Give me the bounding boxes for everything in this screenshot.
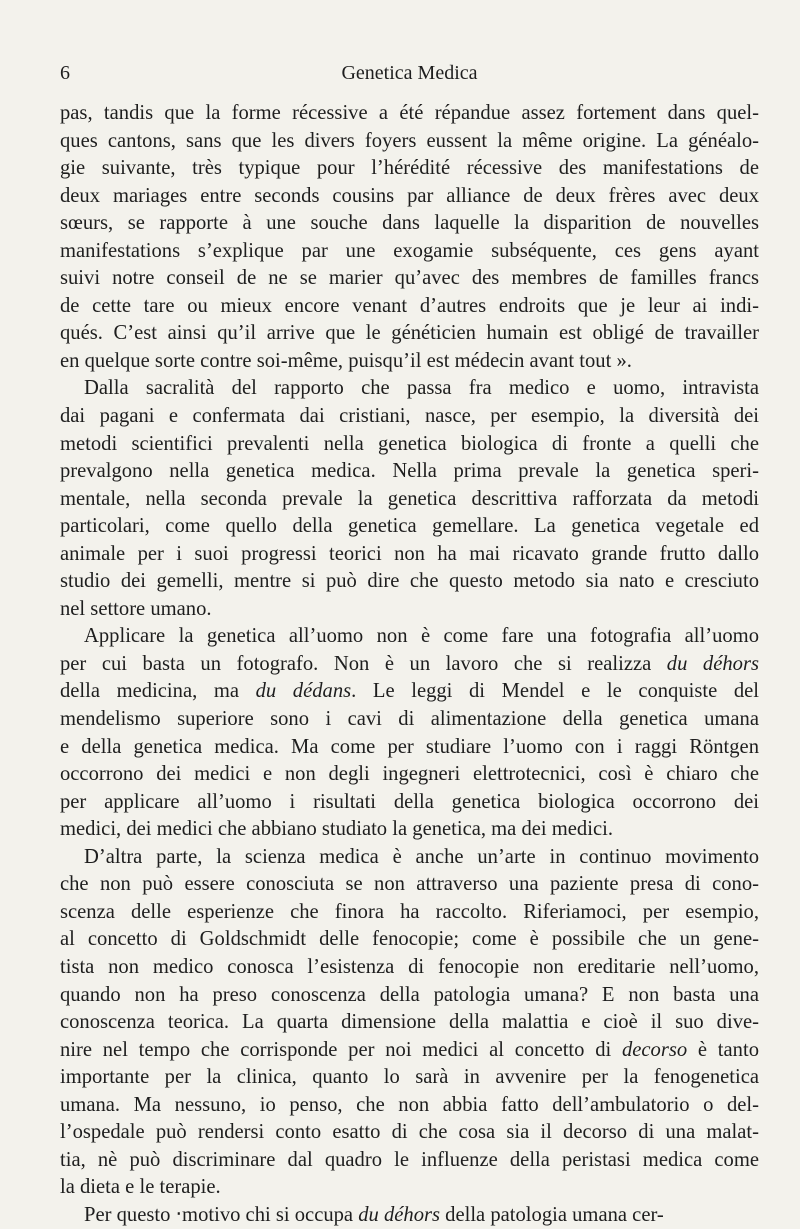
text-line: studio dei gemelli, mentre si può dire che questo metodo sia nato e cresciuto [60, 570, 759, 593]
text-line: mendelismo superiore sono i cavi di alimentazione della genetica umana [60, 708, 759, 731]
text-line: tista non medico conosca l’esistenza di fenocopie non ereditarie nell’uomo, [60, 955, 759, 978]
text-line: umana. Ma nessuno, io penso, che non abbia fatto dell’ambulatorio o del- [60, 1093, 759, 1116]
text-line: deux mariages entre seconds cousins par alliance de deux frères avec deux [60, 184, 759, 207]
journal-title: Genetica Medica [341, 62, 478, 84]
text-line: pas, tandis que la forme récessive a été répandue assez fortement dans quel- [60, 102, 759, 124]
text-line: quando non ha preso conoscenza della patologia umana? E non basta una [60, 983, 759, 1006]
text-line: suivi notre conseil de ne se marier qu’avec des membres de familles francs [60, 267, 759, 290]
text-line: qués. C’est ainsi qu’il arrive que le généticien humain est obligé de travailler [60, 322, 759, 345]
text-line: manifestations s’explique par une exogamie subséquente, ces gens ayant [60, 239, 759, 262]
italic-term: decorso [621, 1038, 688, 1061]
text-line: l’ospedale può rendersi conto esatto di che cosa sia il decorso di una malat- [60, 1121, 759, 1144]
text-line: metodi scientifici prevalenti nella genetica biologica di fronte a quelli che [60, 432, 759, 455]
text-line: ques cantons, sans que les divers foyers eussent la même origine. La généalo- [60, 129, 759, 152]
page-number: 6 [60, 62, 70, 84]
text-line: en quelque sorte contre soi-même, puisqu’il est médecin avant tout ». [60, 349, 632, 372]
text-line: prevalgono nella genetica medica. Nella prima prevale la genetica speri- [60, 460, 759, 483]
text-line: animale per i suoi progressi teorici non ha mai ricavato grande frutto dallo [60, 542, 759, 565]
text-line: importante per la clinica, quanto lo sarà in avvenire per la fenogenetica [60, 1066, 759, 1089]
text-line: sœurs, se rapporte à une souche dans laquelle la disparition de nouvelles [60, 212, 759, 235]
text-line: scenza delle esperienze che finora ha raccolto. Riferiamoci, per esempio, [60, 900, 759, 923]
running-head [60, 58, 759, 88]
text-line: la dieta e le terapie. [60, 1176, 221, 1199]
text-line: Per questo ‧motivo chi si occupa du déhors della patologia umana cer- [84, 1203, 664, 1226]
text-line: occorrono dei medici e non degli ingegneri elettrotecnici, così è chiaro che [60, 763, 759, 786]
text-line: de cette tare ou mieux encore venant d’autres endroits que je leur ai indi- [60, 294, 759, 317]
text-line: gie suivante, très typique pour l’hérédité récessive des manifestations de [60, 157, 759, 180]
text-line: della medicina, ma du dédans. Le leggi di Mendel e le conquiste del [60, 680, 759, 703]
text-line: conoscenza teorica. La quarta dimensione della malattia e cioè il suo dive- [60, 1011, 759, 1034]
text-line: per cui basta un fotografo. Non è un lavoro che si realizza du déhors [60, 652, 759, 675]
text-line: al concetto di Goldschmidt delle fenocopie; come è possibile che un gene- [60, 928, 759, 951]
italic-term: du déhors [666, 652, 759, 675]
text-line: nire nel tempo che corrisponde per noi medici al concetto di decorso è tanto [60, 1038, 759, 1061]
text-line: medici, dei medici che abbiano studiato la genetica, ma dei medici. [60, 818, 613, 841]
text-line: Dalla sacralità del rapporto che passa fra medico e uomo, intravista [84, 377, 759, 400]
italic-term: du dédans [255, 680, 352, 703]
text-line: e della genetica medica. Ma come per studiare l’uomo con i raggi Röntgen [60, 735, 759, 758]
text-line: mentale, nella seconda prevale la genetica descrittiva rafforzata da metodi [60, 487, 759, 510]
italic-term: du déhors [358, 1203, 441, 1226]
text-line: nel settore umano. [60, 597, 212, 620]
body-text [60, 100, 759, 1229]
text-line: particolari, come quello della genetica gemellare. La genetica vegetale ed [60, 515, 759, 538]
text-line: D’altra parte, la scienza medica è anche un’arte in continuo movimento [84, 845, 759, 868]
text-line: tia, nè può discriminare dal quadro le influenze della peristasi medica come [60, 1148, 759, 1171]
text-line: Applicare la genetica all’uomo non è come fare una fotografia all’uomo [84, 625, 759, 648]
text-line: che non può essere conosciuta se non attraverso una paziente presa di cono- [60, 873, 759, 896]
text-line: dai pagani e confermata dai cristiani, nasce, per esempio, la diversità dei [60, 405, 759, 428]
text-line: per applicare all’uomo i risultati della genetica biologica occorrono dei [60, 790, 759, 813]
